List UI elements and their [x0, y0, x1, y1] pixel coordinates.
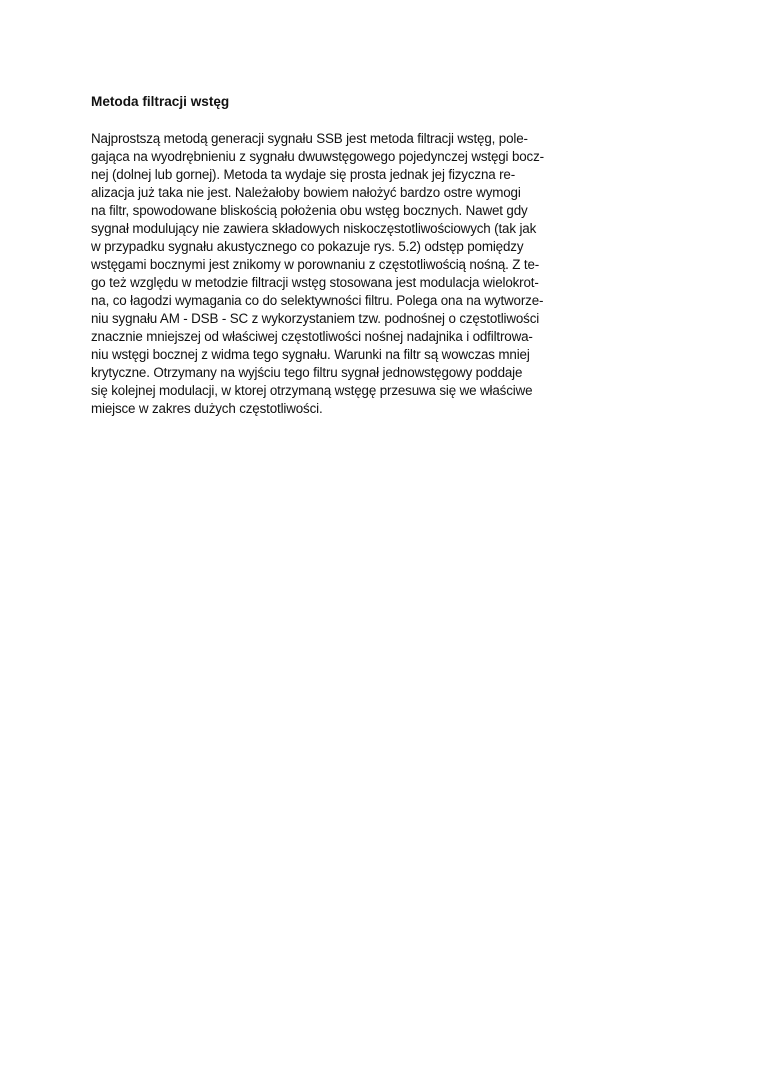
paragraph-line: znacznie mniejszej od właściwej częstotliwości nośnej nadajnika i odfiltrowa-	[91, 329, 533, 344]
paragraph-line: miejsce w zakres dużych częstotliwości.	[91, 401, 323, 416]
paragraph-line: w przypadku sygnału akustycznego co pokazuje rys. 5.2) odstęp pomiędzy	[91, 239, 524, 254]
paragraph-line: niu wstęgi bocznej z widma tego sygnału. Warunki na filtr są wowczas mniej	[91, 347, 530, 362]
paragraph-line: alizacja już taka nie jest. Należałoby bowiem nałożyć bardzo ostre wymogi	[91, 185, 521, 200]
paragraph-line: sygnał modulujący nie zawiera składowych niskoczęstotliwościowych (tak jak	[91, 221, 537, 236]
paragraph-line: krytyczne. Otrzymany na wyjściu tego filtru sygnał jednowstęgowy poddaje	[91, 365, 523, 380]
paragraph-line: na filtr, spowodowane bliskością położenia obu wstęg bocznych. Nawet gdy	[91, 203, 528, 218]
paragraph-line: na, co łagodzi wymagania co do selektywności filtru. Polega ona na wytworze-	[91, 293, 544, 308]
body-paragraph	[91, 130, 591, 418]
paragraph-line: go też względu w metodzie filtracji wstęg stosowana jest modulacja wielokrot-	[91, 275, 539, 290]
paragraph-line: nej (dolnej lub gornej). Metoda ta wydaje się prosta jednak jej fizyczna re-	[91, 167, 516, 182]
section-heading: Metoda filtracji wstęg	[91, 94, 230, 109]
paragraph-line: Najprostszą metodą generacji sygnału SSB jest metoda filtracji wstęg, pole-	[91, 131, 528, 146]
paragraph-line: wstęgami bocznymi jest znikomy w porownaniu z częstotliwością nośną. Z te-	[91, 257, 540, 272]
paragraph-line: niu sygnału AM - DSB - SC z wykorzystaniem tzw. podnośnej o częstotliwości	[91, 311, 540, 326]
paragraph-line: się kolejnej modulacji, w ktorej otrzymaną wstęgę przesuwa się we właściwe	[91, 383, 533, 398]
paragraph-line: gająca na wyodrębnieniu z sygnału dwuwstęgowego pojedynczej wstęgi bocz-	[91, 149, 544, 164]
